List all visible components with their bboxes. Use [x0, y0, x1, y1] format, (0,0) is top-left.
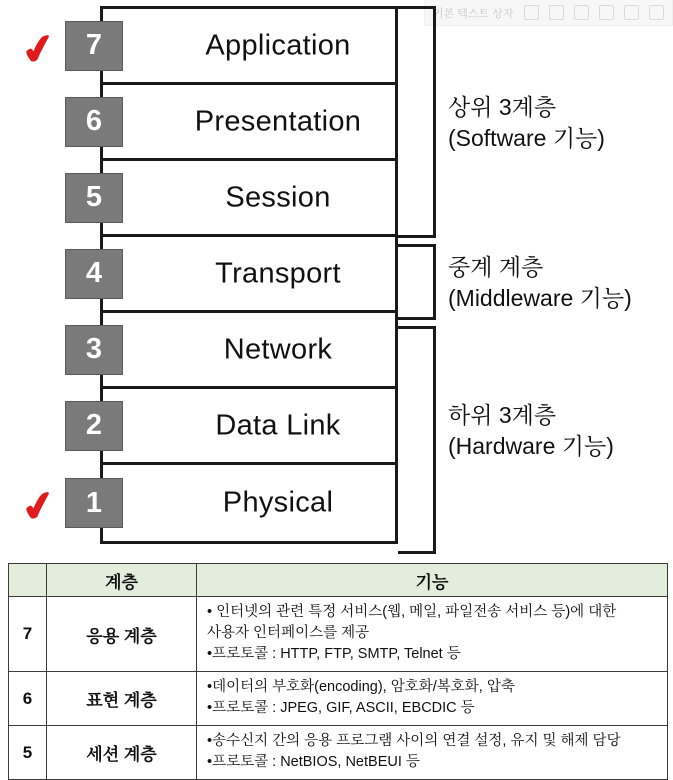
- group-bracket-middle: [398, 244, 436, 320]
- group-label-line1: 중계 계층: [448, 254, 544, 280]
- layer-name: Application: [205, 29, 351, 61]
- layer-name: Transport: [215, 257, 341, 289]
- toolbar-icon-4[interactable]: [599, 5, 614, 20]
- layer-function-table: [8, 563, 668, 780]
- group-label-line2: (Middleware 기능): [448, 285, 632, 312]
- layer-number-badge: 7: [65, 21, 123, 71]
- group-bracket-lower: [398, 326, 436, 554]
- group-label-line2: (Software 기능): [448, 125, 605, 152]
- table-header-row: [9, 564, 668, 597]
- function-line: •프로토콜 : JPEG, GIF, ASCII, EBCDIC 등: [207, 700, 475, 717]
- toolbar-icon-1[interactable]: [524, 5, 539, 20]
- table-header-blank: [9, 564, 47, 597]
- layer-number-badge: 6: [65, 97, 123, 147]
- toolbar-icon-6[interactable]: [649, 5, 664, 20]
- osi-layer-presentation: [85, 85, 395, 161]
- function-line: 사용자 인터페이스를 제공: [207, 625, 370, 642]
- group-label-middle: [448, 252, 632, 314]
- osi-layer-application: [85, 9, 395, 85]
- toolbar-icon-5[interactable]: [624, 5, 639, 20]
- function-line: • 인터넷의 관련 특정 서비스(웹, 메일, 파일전송 서비스 등)에 대한: [207, 604, 617, 620]
- row-number: 6: [9, 672, 47, 726]
- function-line: •프로토콜 : NetBIOS, NetBEUI 등: [207, 754, 420, 771]
- floating-toolbar-artifact: [424, 0, 673, 26]
- group-label-line1: 하위 3계층: [448, 402, 557, 428]
- checkmark-layer-1: ✔: [17, 481, 60, 533]
- layer-number-badge: 4: [65, 249, 123, 299]
- osi-layer-session: [85, 161, 395, 237]
- row-functions: [197, 672, 668, 726]
- group-label-line2: (Hardware 기능): [448, 433, 614, 460]
- row-layer-name: 표현 계층: [47, 672, 197, 726]
- table-header-function: 기능: [197, 564, 668, 597]
- group-label-line1: 상위 3계층: [448, 94, 557, 120]
- layer-name: Network: [223, 333, 333, 365]
- table-row: [9, 597, 668, 672]
- function-line: •데이터의 부호화(encoding), 암호화/복호화, 압축: [207, 679, 515, 696]
- checkmark-layer-7: ✔: [17, 24, 60, 76]
- layer-name: Data Link: [215, 409, 341, 441]
- group-label-lower: [448, 400, 614, 462]
- toolbar-label: 기본 텍스트 상자: [433, 7, 514, 20]
- osi-layer-stack: [85, 6, 398, 544]
- layer-number-badge: 5: [65, 173, 123, 223]
- osi-layer-data-link: [85, 389, 395, 465]
- osi-layer-physical: [85, 465, 395, 541]
- layer-name: Presentation: [194, 105, 362, 137]
- row-layer-name: 응용 계층: [47, 597, 197, 672]
- function-line: •프로토콜 : HTTP, FTP, SMTP, Telnet 등: [207, 646, 461, 663]
- layer-number-badge: 2: [65, 401, 123, 451]
- osi-layer-transport: [85, 237, 395, 313]
- table-row: [9, 672, 668, 726]
- row-number: 5: [9, 726, 47, 780]
- layer-name: Physical: [222, 486, 334, 519]
- toolbar-icon-2[interactable]: [549, 5, 564, 20]
- osi-layer-network: [85, 313, 395, 389]
- toolbar-icon-3[interactable]: [574, 5, 589, 20]
- row-layer-name: 세션 계층: [47, 726, 197, 780]
- table-header-layer: 계층: [47, 564, 197, 597]
- row-functions: [197, 597, 668, 672]
- layer-number-badge: 3: [65, 325, 123, 375]
- layer-name: Session: [225, 181, 331, 213]
- function-line: •송수신지 간의 응용 프로그램 사이의 연결 설정, 유지 및 해제 담당: [207, 733, 621, 750]
- row-number: 7: [9, 597, 47, 672]
- group-label-upper: [448, 92, 605, 154]
- group-bracket-upper: [398, 6, 436, 238]
- layer-number-badge: 1: [65, 478, 123, 528]
